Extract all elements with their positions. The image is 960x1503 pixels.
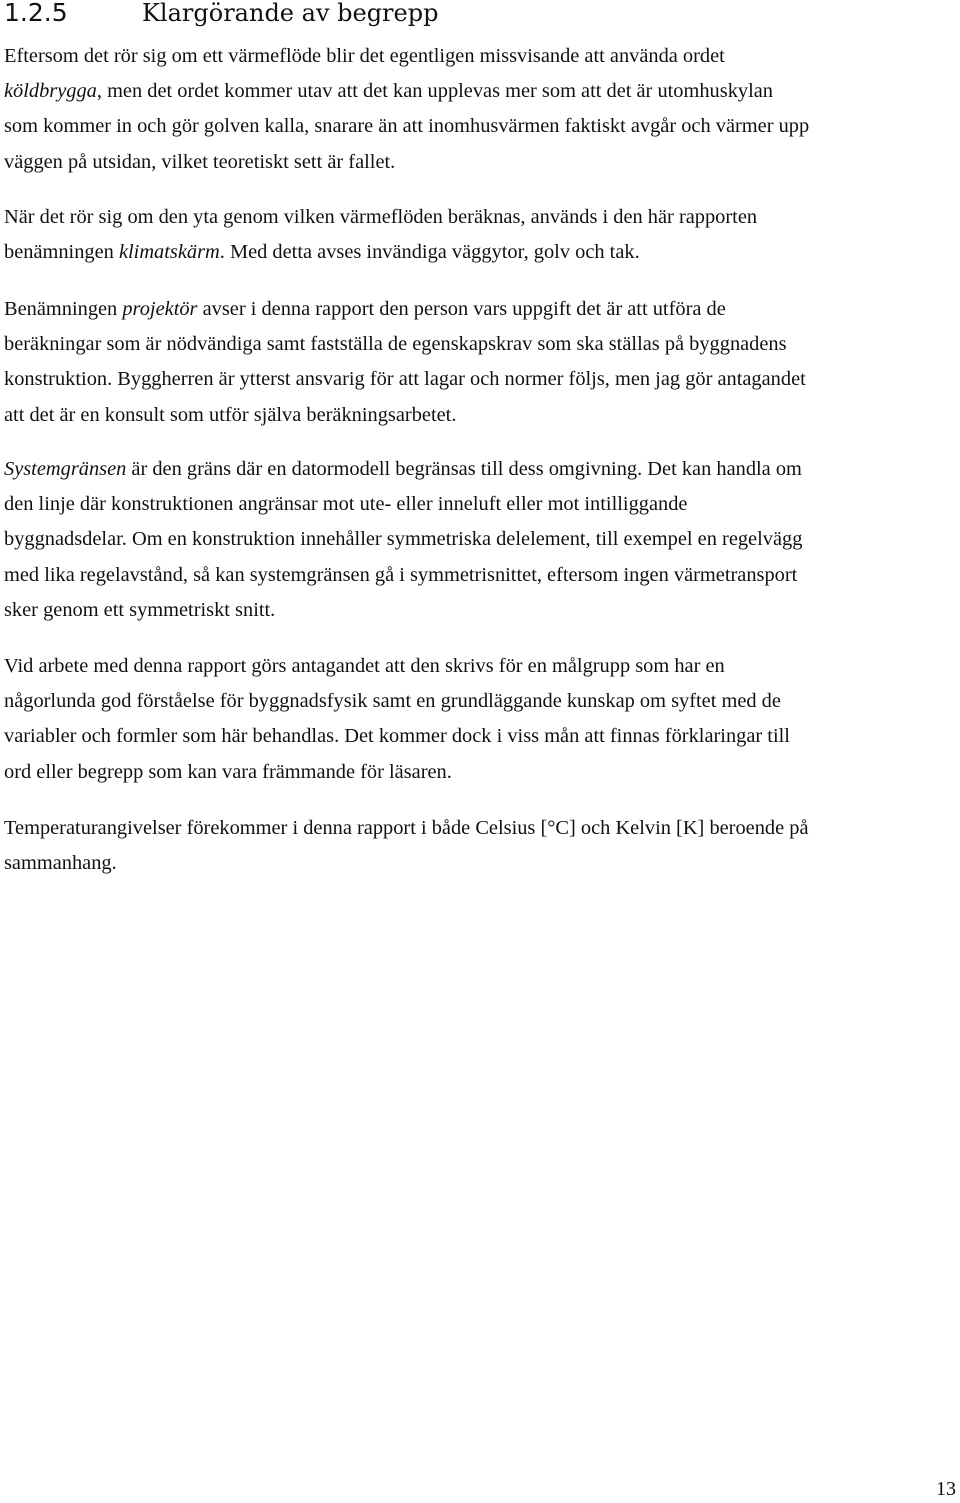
paragraph-projektor: [4, 292, 954, 433]
paragraph-line: sammanhang.: [4, 852, 117, 875]
paragraph-line: [4, 74, 954, 109]
line-text: . Med detta avses invändiga väggytor, golv och tak.: [219, 241, 640, 264]
line-text: avser i denna rapport den person vars uppgift det är att utföra de: [197, 298, 726, 320]
paragraph-line: ord eller begrepp som kan vara främmande för läsaren.: [4, 760, 452, 783]
section-number: 1.2.5: [4, 0, 68, 27]
page-number: 13: [936, 1478, 956, 1500]
line-text: , men det ordet kommer utav att det kan upplevas mer som att det är utomhuskylan: [96, 80, 773, 103]
paragraph-line: byggnadsdelar. Om en konstruktion innehåller symmetriska delelement, till exempel en regelvägg: [4, 528, 803, 551]
paragraph-line: med lika regelavstånd, så kan systemgränsen gå i symmetrisnittet, eftersom ingen värmetransport: [4, 563, 798, 586]
paragraph-koldbrygga: [4, 39, 954, 180]
paragraph-line: beräkningar som är nödvändiga samt fastställa de egenskapskrav som ska ställas på byggnadens: [4, 333, 787, 356]
paragraph-line: Vid arbete med denna rapport görs antagandet att den skrivs för en målgrupp som har en: [4, 655, 725, 677]
paragraph-line: att det är en konsult som utför själva beräkningsarbetet.: [4, 403, 457, 426]
paragraph-line: sker genom ett symmetriskt snitt.: [4, 598, 276, 621]
paragraph-systemgransen: [4, 452, 954, 628]
paragraph-line: som kommer in och gör golven kalla, snarare än att inomhusvärmen faktiskt avgår och värmer upp: [4, 115, 810, 138]
line-text: benämningen: [4, 241, 119, 264]
paragraph-temperatur: [4, 811, 954, 881]
line-text: är den gräns där en datormodell begränsas till dess omgivning. Det kan handla om: [126, 458, 802, 480]
paragraph-line: [4, 292, 954, 327]
section-heading: [4, 0, 438, 30]
paragraph-line: Eftersom det rör sig om ett värmeflöde blir det egentligen missvisande att använda ordet: [4, 45, 725, 67]
paragraph-line: När det rör sig om den yta genom vilken värmeflöden beräknas, används i den här rapporten: [4, 206, 758, 228]
paragraph-malgrupp: [4, 649, 954, 790]
emphasized-term: Systemgränsen: [4, 458, 127, 480]
emphasized-term: köldbrygga: [4, 80, 97, 103]
paragraph-line: väggen på utsidan, vilket teoretiskt sett är fallet.: [4, 150, 396, 173]
paragraph-line: variabler och formler som här behandlas. Det kommer dock i viss mån att finnas förklaringar till: [4, 725, 790, 748]
section-title: Klargörande av begrepp: [142, 0, 439, 27]
paragraph-line: [4, 235, 954, 270]
paragraph-line: den linje där konstruktionen angränsar mot ute- eller inneluft eller mot intilliggande: [4, 493, 688, 516]
emphasized-term: projektör: [122, 298, 198, 320]
paragraph-line: Temperaturangivelser förekommer i denna rapport i både Celsius [°C] och Kelvin [K] beroende på: [4, 817, 809, 839]
paragraph-line: [4, 452, 954, 487]
emphasized-term: klimatskärm: [118, 241, 220, 264]
paragraph-line: någorlunda god förståelse för byggnadsfysik samt en grundläggande kunskap om syftet med de: [4, 690, 781, 713]
paragraph-klimatskarm: [4, 200, 954, 270]
paragraph-line: konstruktion. Byggherren är ytterst ansvarig för att lagar och normer följs, men jag gör antagandet: [4, 368, 806, 391]
line-text: Benämningen: [4, 298, 123, 320]
